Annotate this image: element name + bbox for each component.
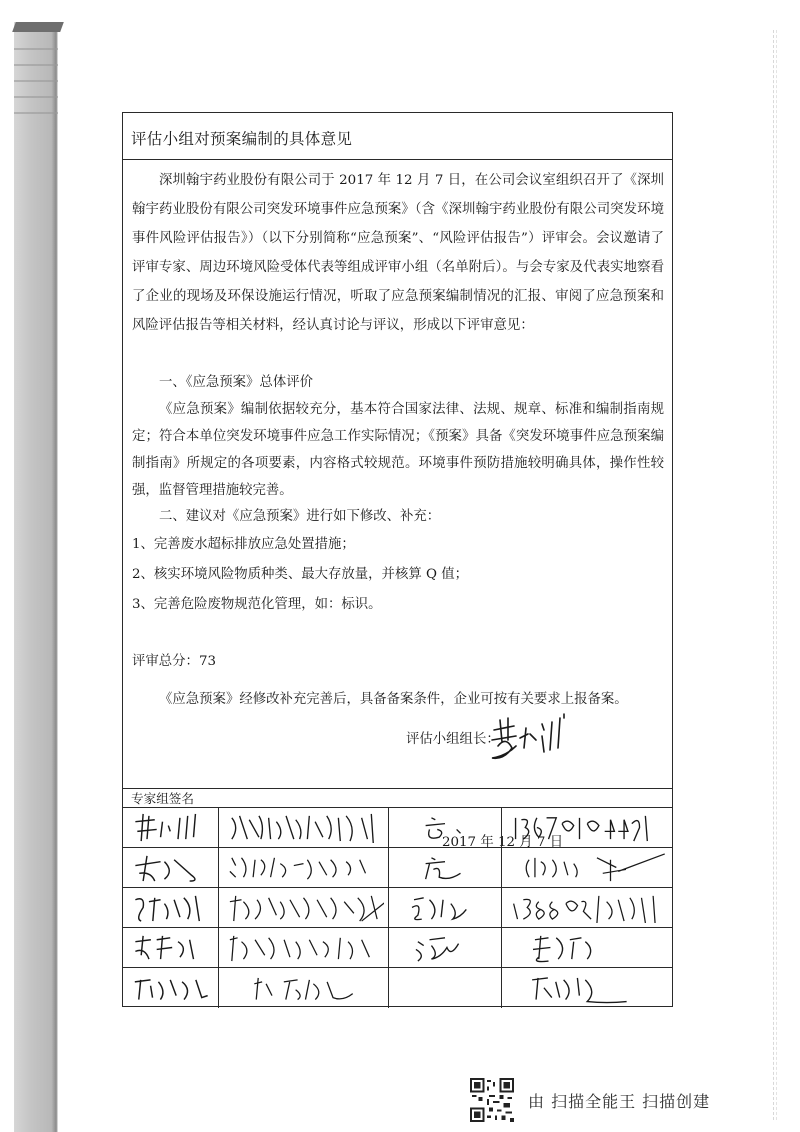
scanner-watermark bbox=[470, 1078, 710, 1122]
section-2-heading: 二、建议对《应急预案》进行如下修改、补充： bbox=[159, 509, 441, 524]
suggestion-item-1: 1、完善废水超标排放应急处置措施； bbox=[132, 537, 355, 552]
expert-phone-cell bbox=[501, 848, 672, 888]
expert-org-cell bbox=[218, 928, 388, 968]
table-row bbox=[123, 968, 672, 1008]
expert-org-cell bbox=[218, 888, 388, 928]
closing-statement: 《应急预案》经修改补充完善后，具备备案条件，企业可按有关要求上报备案。 bbox=[159, 692, 628, 707]
suggestion-item-2: 2、核实环境风险物质种类、最大存放量，并核算 Q 值； bbox=[132, 567, 468, 582]
expert-panel-label: 专家组签名 bbox=[131, 791, 194, 806]
spacer bbox=[132, 340, 664, 370]
expert-org-cell bbox=[218, 968, 388, 1008]
expert-phone-cell bbox=[501, 968, 672, 1008]
watermark-text: 由 扫描全能王 扫描创建 bbox=[528, 1091, 711, 1111]
expert-name-cell bbox=[123, 808, 218, 848]
table-row bbox=[123, 888, 672, 928]
expert-name-cell bbox=[123, 968, 218, 1008]
review-date: 2017 年 12 月 7 日 bbox=[442, 835, 564, 850]
expert-title-cell bbox=[388, 808, 501, 848]
table-row bbox=[123, 808, 672, 848]
expert-panel bbox=[123, 788, 672, 1008]
expert-phone-cell bbox=[501, 888, 672, 928]
review-score: 评审总分：73 bbox=[132, 654, 216, 669]
expert-name-cell bbox=[123, 888, 218, 928]
scan-edge-shadow bbox=[14, 22, 58, 1132]
scan-right-edge bbox=[773, 30, 777, 1120]
expert-signature-table bbox=[123, 807, 672, 1008]
review-opinion-form bbox=[122, 112, 673, 1007]
leader-signature-row bbox=[132, 712, 664, 768]
expert-phone-cell bbox=[501, 808, 672, 848]
expert-title-cell bbox=[388, 928, 501, 968]
expert-name-cell bbox=[123, 928, 218, 968]
expert-title-cell bbox=[388, 968, 501, 1008]
expert-name-cell bbox=[123, 848, 218, 888]
leader-label: 评估小组组长： bbox=[406, 732, 500, 747]
table-row bbox=[123, 848, 672, 888]
section-1-heading: 一、《应急预案》总体评价 bbox=[159, 375, 313, 390]
intro-paragraph: 深圳翰宇药业股份有限公司于 2017 年 12 月 7 日，在公司会议室组织召开了《深圳翰宇药业股份有限公司突发环境事件应急预案》（含《深圳翰宇药业股份有限公司突发环境事件风险评估报告》）（以下分别简称“应急预案”、“风险评估报告”）评审会。会议邀请了评审专家、周边环境风险受体代表等组成评审小组（名单附后）。与会专家及代表实地察看了企业的现场及环保设施运行情况，听取了应急预案编制情况的汇报、审阅了应急预案和风险评估报告等相关材料，经认真讨论与评议，形成以下评审意见： bbox=[132, 173, 664, 333]
qr-code-icon bbox=[470, 1078, 514, 1122]
scan-edge-lines bbox=[14, 38, 58, 128]
expert-org-cell bbox=[218, 808, 388, 848]
form-body bbox=[123, 160, 672, 768]
expert-phone-cell bbox=[501, 928, 672, 968]
expert-org-cell bbox=[218, 848, 388, 888]
suggestion-item-3: 3、完善危险废物规范化管理，如：标识。 bbox=[132, 597, 382, 612]
scan-edge-cap bbox=[12, 22, 64, 32]
leader-signature bbox=[486, 712, 566, 764]
section-1-body: 《应急预案》编制依据较充分，基本符合国家法律、法规、规章、标准和编制指南规定；符合本单位突发环境事件应急工作实际情况；《预案》具备《突发环境事件应急预案编制指南》所规定的各项要素，内容格式较规范。环境事件预防措施较明确具体，操作性较强，监督管理措施较完善。 bbox=[132, 402, 664, 498]
table-row bbox=[123, 928, 672, 968]
expert-title-cell bbox=[388, 888, 501, 928]
expert-title-cell bbox=[388, 848, 501, 888]
form-title: 评估小组对预案编制的具体意见 bbox=[123, 113, 672, 160]
